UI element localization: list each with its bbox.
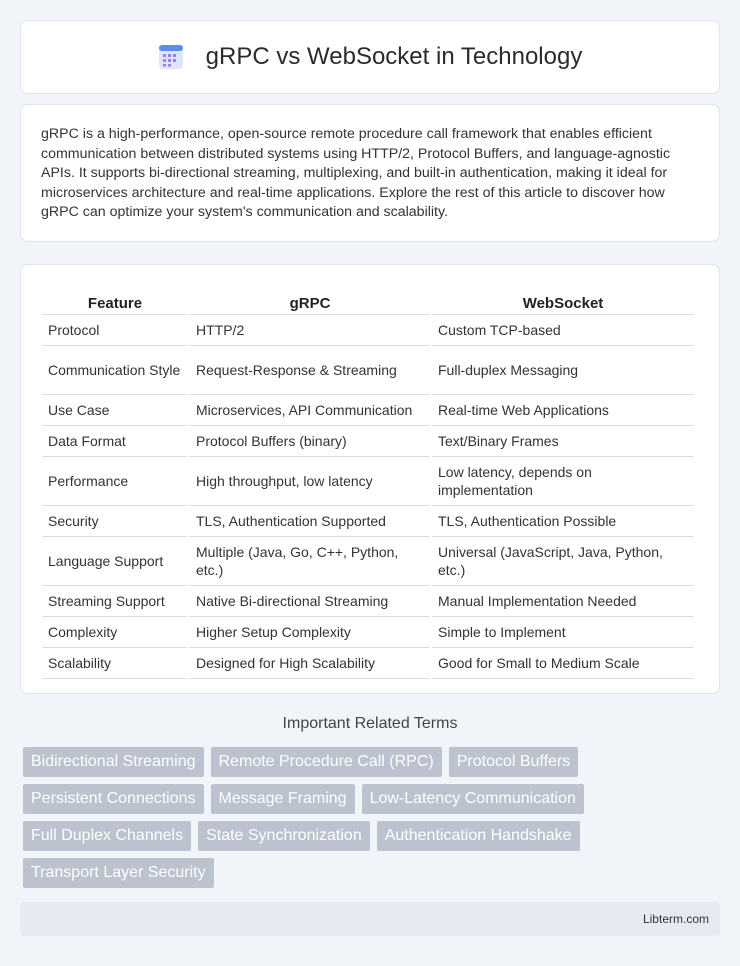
cell-grpc: HTTP/2 — [190, 315, 430, 346]
cell-grpc: Designed for High Scalability — [190, 648, 430, 679]
title-card — [20, 20, 720, 94]
page-title: gRPC vs WebSocket in Technology — [205, 43, 583, 70]
table-row — [42, 617, 694, 648]
cell-grpc: Higher Setup Complexity — [190, 617, 430, 648]
related-terms-row — [23, 784, 703, 814]
cell-feature: Communication Style — [42, 346, 188, 395]
related-term-tag[interactable]: Remote Procedure Call (RPC) — [211, 747, 442, 777]
cell-feature: Scalability — [42, 648, 188, 679]
header-feature: Feature — [42, 285, 188, 315]
table-row — [42, 648, 694, 679]
cell-websocket: Real-time Web Applications — [432, 395, 694, 426]
related-term-tag[interactable]: Full Duplex Channels — [23, 821, 191, 851]
header-grpc: gRPC — [190, 285, 430, 315]
cell-feature: Protocol — [42, 315, 188, 346]
related-term-tag[interactable]: Protocol Buffers — [449, 747, 579, 777]
cell-websocket: Manual Implementation Needed — [432, 586, 694, 617]
cell-websocket: Good for Small to Medium Scale — [432, 648, 694, 679]
table-row — [42, 506, 694, 537]
cell-websocket: TLS, Authentication Possible — [432, 506, 694, 537]
table-row — [42, 586, 694, 617]
cell-grpc: TLS, Authentication Supported — [190, 506, 430, 537]
table-row — [42, 426, 694, 457]
cell-websocket: Low latency, depends on implementation — [432, 457, 694, 506]
cell-grpc: Protocol Buffers (binary) — [190, 426, 430, 457]
intro-text: gRPC is a high-performance, open-source remote procedure call framework that enables efficient communication between distributed systems using HTTP/2, Protocol Buffers, and language-agnostic APIs. It supports bi-directional streaming, multiplexing, and built-in authentication, making it ideal for microservices architecture and real-time applications. Explore the rest of this article to discover how gRPC can optimize your system's communication and scalability. — [41, 126, 671, 221]
cell-websocket: Text/Binary Frames — [432, 426, 694, 457]
related-term-tag[interactable]: Transport Layer Security — [23, 858, 214, 888]
cell-feature: Complexity — [42, 617, 188, 648]
related-term-tag[interactable]: Persistent Connections — [23, 784, 204, 814]
related-terms-list — [23, 747, 703, 895]
table-row — [42, 346, 694, 395]
table-row — [42, 457, 694, 506]
cell-websocket: Simple to Implement — [432, 617, 694, 648]
related-terms-row — [23, 747, 703, 777]
related-term-tag[interactable]: State Synchronization — [198, 821, 370, 851]
related-terms-row — [23, 821, 703, 851]
related-term-tag[interactable]: Message Framing — [211, 784, 355, 814]
cell-grpc: Request-Response & Streaming — [190, 346, 430, 395]
cell-grpc: Multiple (Java, Go, C++, Python, etc.) — [190, 537, 430, 586]
table-row — [42, 537, 694, 586]
comparison-table — [40, 285, 696, 679]
grid-app-icon — [158, 44, 184, 70]
comparison-table-card — [20, 264, 720, 694]
cell-websocket: Universal (JavaScript, Java, Python, etc.) — [432, 537, 694, 586]
related-term-tag[interactable]: Authentication Handshake — [377, 821, 580, 851]
related-term-tag[interactable]: Bidirectional Streaming — [23, 747, 204, 777]
cell-feature: Use Case — [42, 395, 188, 426]
cell-grpc: High throughput, low latency — [190, 457, 430, 506]
cell-websocket: Full-duplex Messaging — [432, 346, 694, 395]
footer — [20, 902, 720, 936]
related-terms-row — [23, 858, 703, 888]
cell-websocket: Custom TCP-based — [432, 315, 694, 346]
cell-feature: Language Support — [42, 537, 188, 586]
table-row — [42, 395, 694, 426]
table-header-row — [42, 285, 694, 315]
cell-feature: Streaming Support — [42, 586, 188, 617]
cell-feature: Data Format — [42, 426, 188, 457]
cell-feature: Performance — [42, 457, 188, 506]
header-websocket: WebSocket — [432, 285, 694, 315]
intro-card — [20, 104, 720, 242]
footer-site[interactable]: Libterm.com — [642, 912, 709, 926]
cell-grpc: Native Bi-directional Streaming — [190, 586, 430, 617]
cell-feature: Security — [42, 506, 188, 537]
table-row — [42, 315, 694, 346]
cell-grpc: Microservices, API Communication — [190, 395, 430, 426]
related-terms-title: Important Related Terms — [282, 715, 458, 732]
related-term-tag[interactable]: Low-Latency Communication — [362, 784, 584, 814]
